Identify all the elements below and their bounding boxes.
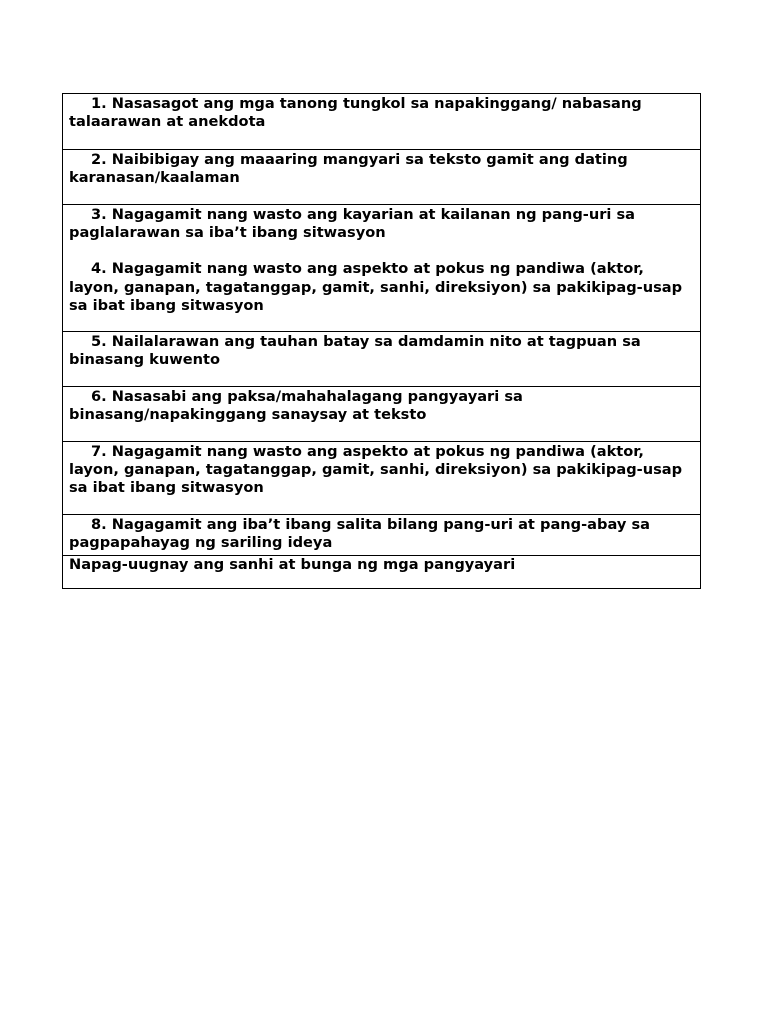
competency-text: 1. Nasasagot ang mga tanong tungkol sa napakinggang/ nabasang talaarawan at anekdota <box>69 95 642 131</box>
table-row <box>63 94 700 149</box>
competency-text: 5. Nailalarawan ang tauhan batay sa damdamin nito at tagpuan sa binasang kuwento <box>69 333 641 369</box>
competency-text: 3. Nagagamit nang wasto ang kayarian at kailanan ng pang-uri sa paglalarawan sa iba’t ibang sitwasyon <box>69 206 636 242</box>
competency-text: Napag-uugnay ang sanhi at bunga ng mga pangyayari <box>69 556 516 573</box>
table-row <box>63 441 700 514</box>
paragraph-spacer <box>69 242 690 260</box>
table-row <box>63 514 700 555</box>
table-row <box>63 331 700 386</box>
competency-table <box>62 93 701 589</box>
competency-text: 6. Nasasabi ang paksa/mahahalagang pangyayari sa binasang/napakinggang sanaysay at teksto <box>69 388 523 424</box>
table-row <box>63 555 700 588</box>
table-row <box>63 204 700 331</box>
competency-text: 4. Nagagamit nang wasto ang aspekto at pokus ng pandiwa (aktor, layon, ganapan, tagatanggap, gamit, sanhi, direksiyon) sa pakikipag-usap sa ibat ibang sitwasyon <box>69 260 683 314</box>
table-row <box>63 149 700 204</box>
competency-text: 2. Naibibigay ang maaaring mangyari sa teksto gamit ang dating karanasan/kaalaman <box>69 151 628 187</box>
table-row <box>63 386 700 441</box>
competency-text: 8. Nagagamit ang iba’t ibang salita bilang pang-uri at pang-abay sa pagpapahayag ng sariling ideya <box>69 516 651 552</box>
competency-text: 7. Nagagamit nang wasto ang aspekto at pokus ng pandiwa (aktor, layon, ganapan, tagatanggap, gamit, sanhi, direksiyon) sa pakikipag-usap sa ibat ibang sitwasyon <box>69 443 683 497</box>
